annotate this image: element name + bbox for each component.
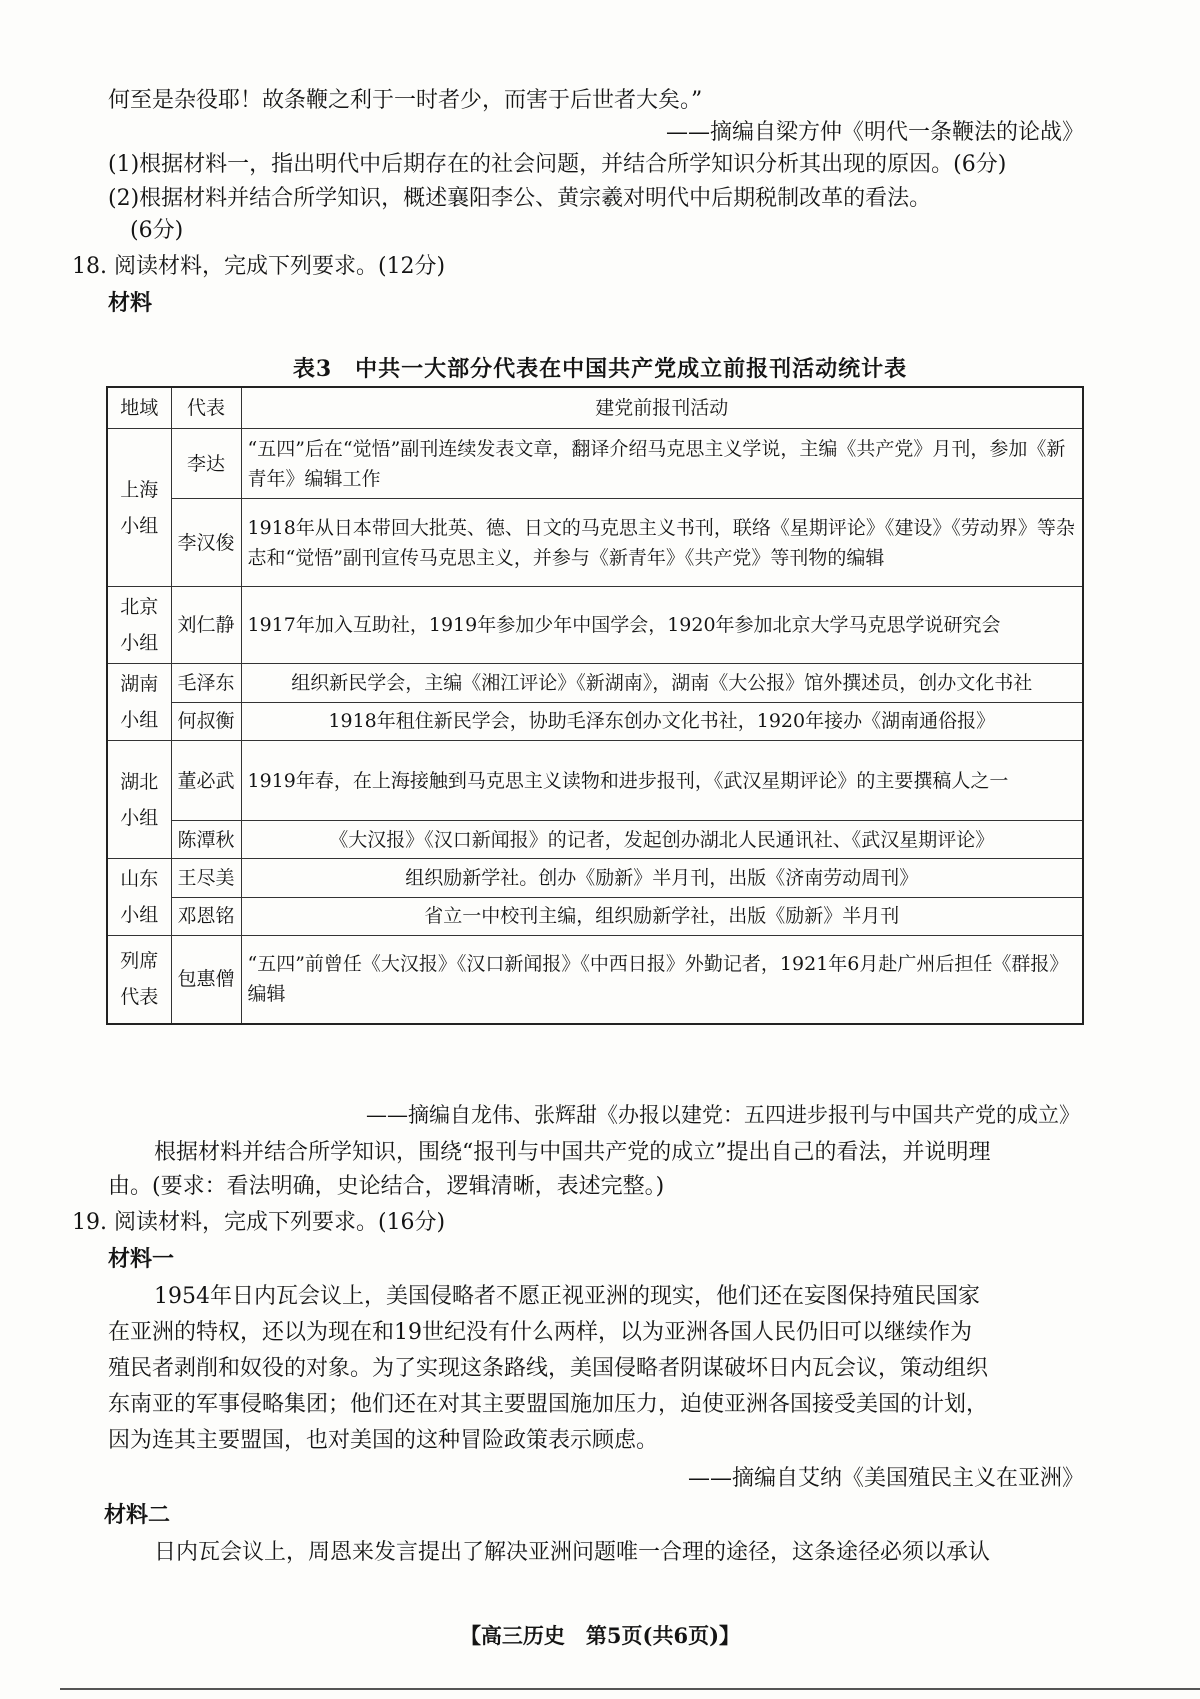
material-label: 材料二 — [104, 1502, 171, 1528]
source-citation: ——摘编自梁方仲《明代一条鞭法的论战》 — [665, 120, 1084, 145]
paragraph-line: 日内瓦会议上，周恩来发言提出了解决亚洲问题唯一合理的途径，这条途径必须以承认 — [154, 1540, 991, 1565]
activity-cell: “五四”前曾任《大汉报》《汉口新闻报》《中西日报》外勤记者，1921年6月赴广州后担任《群报》编辑 — [241, 936, 1083, 1024]
activity-cell: 1919年春，在上海接触到马克思主义读物和进步报刊，《武汉星期评论》的主要撰稿人之一 — [241, 741, 1083, 821]
rep-cell: 何叔衡 — [171, 702, 241, 741]
source-citation: ——摘编自龙伟、张辉甜《办报以建党：五四进步报刊与中国共产党的成立》 — [366, 1103, 1080, 1127]
activity-cell: 《大汉报》《汉口新闻报》的记者，发起创办湖北人民通讯社、《武汉星期评论》 — [241, 821, 1083, 859]
table-row — [107, 587, 1083, 664]
page-footer: 【高三历史 第5页(共6页)】 — [459, 1623, 741, 1648]
paragraph-line: 东南亚的军事侵略集团；他们还在对其主要盟国施加压力，迫使亚洲各国接受美国的计划， — [108, 1392, 989, 1417]
header-rep: 代表 — [171, 387, 241, 429]
rep-cell: 陈潭秋 — [171, 821, 241, 859]
rep-cell: 李汉俊 — [171, 499, 241, 587]
question-18-heading: 18. 阅读材料，完成下列要求。(12分) — [72, 254, 446, 279]
activity-cell: “五四”后在“觉悟”副刊连续发表文章，翻译介绍马克思主义学说，主编《共产党》月刊，参加《新青年》编辑工作 — [241, 429, 1083, 499]
activity-cell: 1917年加入互助社，1919年参加少年中国学会，1920年参加北京大学马克思学说研究会 — [241, 587, 1083, 664]
rep-cell: 王尽美 — [171, 859, 241, 898]
text-line: 何至是杂役耶！故条鞭之利于一时者少，而害于后世者大矣。” — [108, 88, 703, 113]
table-row — [107, 897, 1083, 936]
rep-cell: 刘仁静 — [171, 587, 241, 664]
table-row — [107, 664, 1083, 703]
region-cell: 湖北小组 — [107, 741, 171, 859]
table-header-row — [107, 387, 1083, 429]
prompt-line: 根据材料并结合所学知识，围绕“报刊与中国共产党的成立”提出自己的看法，并说明理 — [154, 1140, 991, 1165]
prompt-line: 由。(要求：看法明确，史论结合，逻辑清晰，表述完整。) — [108, 1174, 665, 1199]
material-label: 材料一 — [108, 1246, 175, 1272]
source-citation: ——摘编自艾纳《美国殖民主义在亚洲》 — [687, 1466, 1084, 1491]
rep-cell: 邓恩铭 — [171, 897, 241, 936]
question-1: (1)根据材料一，指出明代中后期存在的社会问题，并结合所学知识分析其出现的原因。(6分) — [108, 152, 1007, 177]
paragraph-line: 因为连其主要盟国，也对美国的这种冒险政策表示顾虑。 — [108, 1428, 659, 1453]
activity-cell: 组织励新学社。创办《励新》半月刊，出版《济南劳动周刊》 — [241, 859, 1083, 898]
rep-cell: 董必武 — [171, 741, 241, 821]
question-2: (2)根据材料并结合所学知识，概述襄阳李公、黄宗羲对明代中后期税制改革的看法。 — [108, 186, 932, 211]
paragraph-line: 殖民者剥削和奴役的对象。为了实现这条路线，美国侵略者阴谋破坏日内瓦会议，策动组织 — [108, 1356, 989, 1381]
region-cell: 列席代表 — [107, 936, 171, 1024]
paragraph-line: 在亚洲的特权，还以为现在和19世纪没有什么两样，以为亚洲各国人民仍旧可以继续作为 — [108, 1320, 972, 1345]
table-row — [107, 936, 1083, 1024]
activity-cell: 1918年租住新民学会，协助毛泽东创办文化书社，1920年接办《湖南通俗报》 — [241, 702, 1083, 741]
rep-cell: 李达 — [171, 429, 241, 499]
material-label: 材料 — [108, 290, 153, 316]
paragraph-line: 1954年日内瓦会议上，美国侵略者不愿正视亚洲的现实，他们还在妄图保持殖民国家 — [154, 1284, 980, 1309]
activity-cell: 组织新民学会，主编《湘江评论》《新湖南》，湖南《大公报》馆外撰述员，创办文化书社 — [241, 664, 1083, 703]
table-row — [107, 821, 1083, 859]
bottom-rule — [60, 1688, 1200, 1690]
question-2-points: (6分) — [130, 218, 184, 243]
region-cell: 湖南小组 — [107, 664, 171, 741]
table-caption: 表3 中共一大部分代表在中国共产党成立前报刊活动统计表 — [292, 356, 908, 382]
region-cell: 上海小组 — [107, 429, 171, 587]
activity-cell: 1918年从日本带回大批英、德、日文的马克思主义书刊，联络《星期评论》《建设》《劳动界》等杂志和“觉悟”副刊宣传马克思主义，并参与《新青年》《共产党》等刊物的编辑 — [241, 499, 1083, 587]
activity-cell: 省立一中校刊主编，组织励新学社，出版《励新》半月刊 — [241, 897, 1083, 936]
rep-cell: 包惠僧 — [171, 936, 241, 1024]
table-row — [107, 741, 1083, 821]
header-activity: 建党前报刊活动 — [241, 387, 1083, 429]
table-row — [107, 499, 1083, 587]
question-19-heading: 19. 阅读材料，完成下列要求。(16分) — [72, 1210, 446, 1235]
table-row — [107, 429, 1083, 499]
region-cell: 北京小组 — [107, 587, 171, 664]
header-region: 地域 — [107, 387, 171, 429]
table-row — [107, 859, 1083, 898]
region-cell: 山东小组 — [107, 859, 171, 936]
table-row — [107, 702, 1083, 741]
rep-cell: 毛泽东 — [171, 664, 241, 703]
activity-table — [106, 386, 1084, 1025]
